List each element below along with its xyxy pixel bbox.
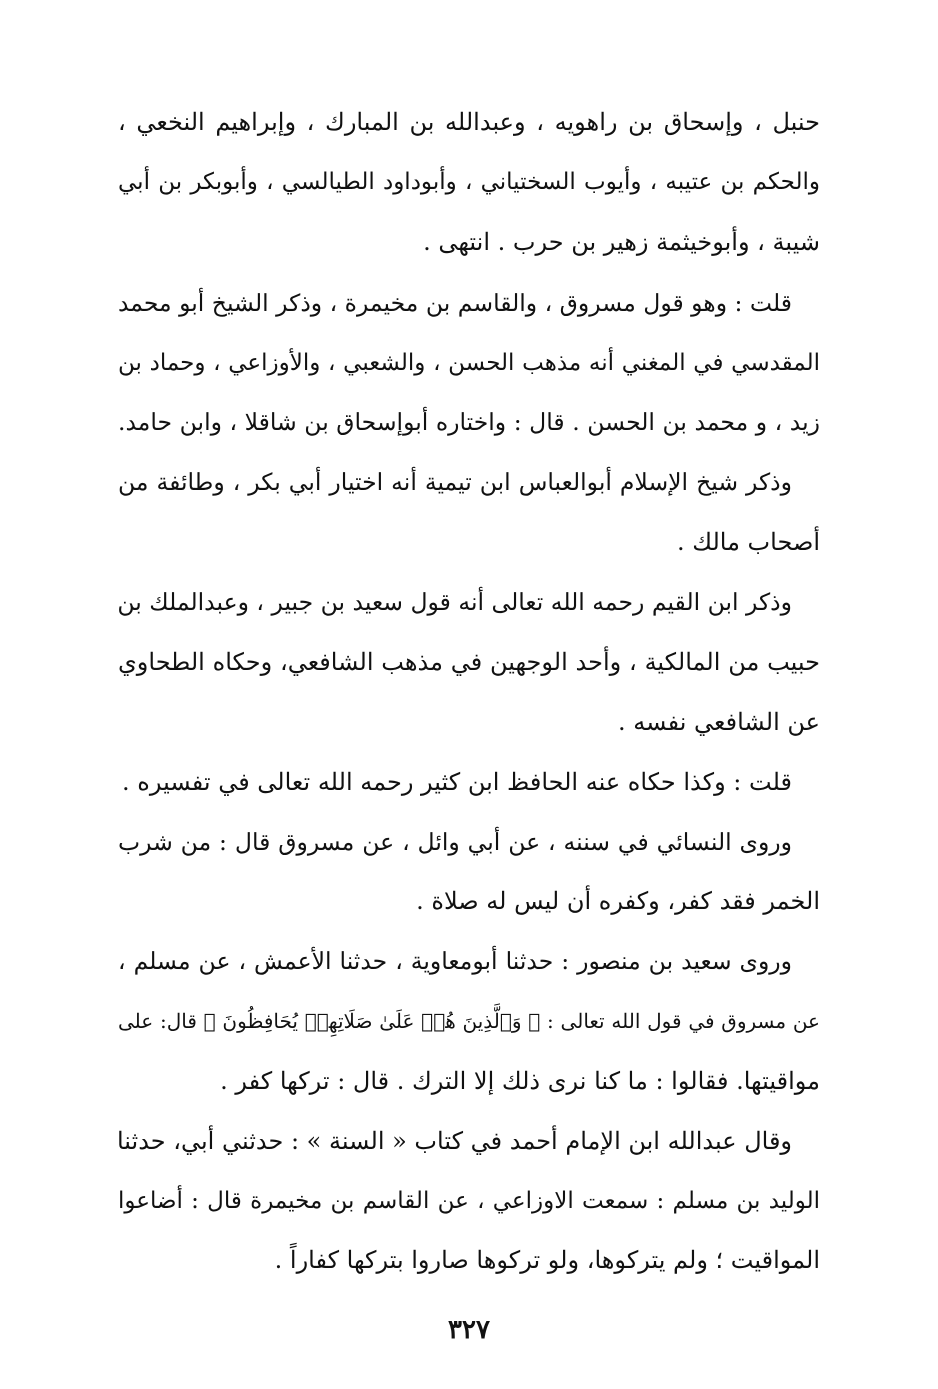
text-line: حنبل ، وإسحاق بن راهويه ، وعبدالله بن المبارك ، وإبراهيم النخعي ،	[118, 108, 820, 136]
text-line: وذكر ابن القيم رحمه الله تعالى أنه قول سعيد بن جبير ، وعبدالملك بن	[117, 588, 792, 616]
text-line: الخمر فقد كفر، وكفره أن ليس له صلاة .	[416, 887, 820, 915]
text-line: المقدسي في المغني أنه مذهب الحسن ، والشعبي ، والأوزاعي ، وحماد بن	[118, 350, 820, 376]
text-line: والحكم بن عتيبه ، وأيوب السختياني ، وأبوداود الطيالسي ، وأبوبكر بن أبي	[118, 169, 820, 195]
page-number: ٣٢٧	[448, 1315, 490, 1345]
text-line: المواقيت ؛ ولم يتركوها، ولو تركوها صاروا بتركها كفاراً .	[274, 1246, 820, 1274]
text-line: شيبة ، وأبوخيثمة زهير بن حرب . انتهى .	[423, 228, 820, 256]
text-line: أصحاب مالك .	[676, 528, 820, 556]
quran-verse-line: عن مسروق في قول الله تعالى : ﴿ وَٱلَّذِينَ هُمۡ عَلَىٰ صَلَاتِهِمۡ يُحَافِظُونَ ﴾ قال: على	[118, 1009, 820, 1033]
text-line: وذكر شيخ الإسلام أبوالعباس ابن تيمية أنه اختيار أبي بكر ، وطائفة من	[118, 468, 792, 496]
text-line: عن الشافعي نفسه .	[618, 708, 820, 736]
text-line: وروى سعيد بن منصور : حدثنا أبومعاوية ، حدثنا الأعمش ، عن مسلم ،	[118, 947, 792, 975]
text-line: وقال عبدالله ابن الإمام أحمد في كتاب « السنة » : حدثني أبي، حدثنا	[116, 1127, 792, 1155]
text-line: مواقيتها. فقالوا : ما كنا نرى ذلك إلا الترك . قال : تركها كفر .	[220, 1067, 820, 1095]
text-line: زيد ، و محمد بن الحسن . قال : واختاره أبوإسحاق بن شاقلا ، وابن حامد.	[118, 408, 820, 436]
text-line: قلت : وكذا حكاه عنه الحافظ ابن كثير رحمه الله تعالى في تفسيره .	[122, 768, 792, 796]
text-line: حبيب من المالكية ، وأحد الوجهين في مذهب الشافعي، وحكاه الطحاوي	[118, 648, 820, 676]
text-line: قلت : وهو قول مسروق ، والقاسم بن مخيمرة ، وذكر الشيخ أبو محمد	[117, 289, 792, 317]
text-line: وروى النسائي في سننه ، عن أبي وائل ، عن مسروق قال : من شرب	[118, 828, 792, 856]
text-line: الوليد بن مسلم : سمعت الاوزاعي ، عن القاسم بن مخيمرة قال : أضاعوا	[118, 1188, 820, 1214]
